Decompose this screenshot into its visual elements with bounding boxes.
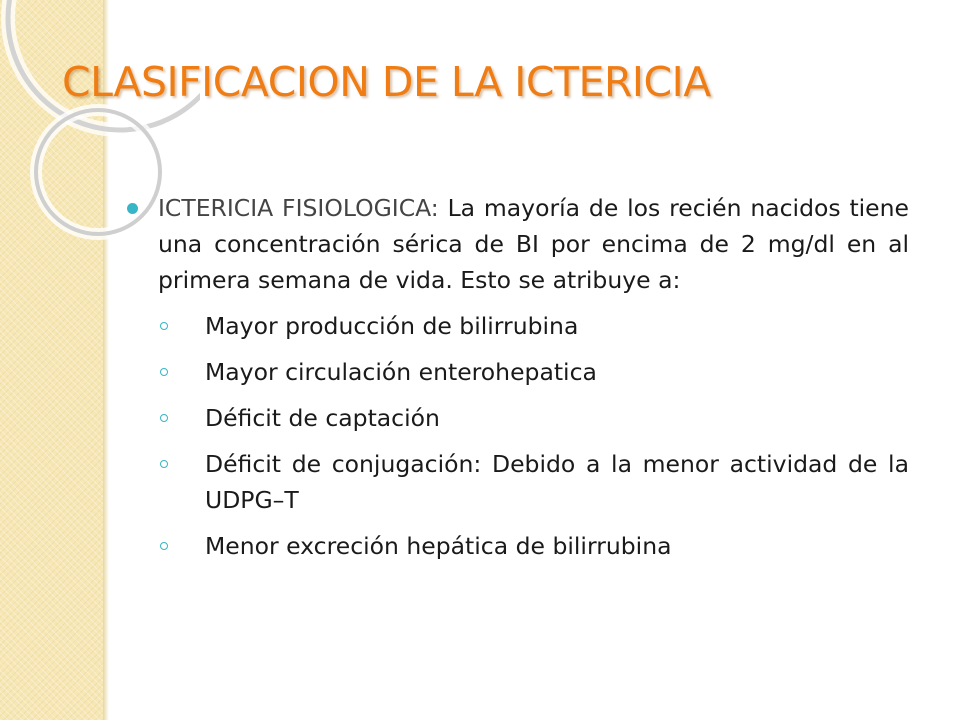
sub-bullet-text: Déficit de conjugación: Debido a la menor actividad de la UDPG–T: [205, 450, 909, 514]
slide-title: CLASIFICACION DE LA ICTERICIA: [62, 58, 711, 106]
sub-bullet-item: [160, 400, 909, 436]
ring-bullet-icon: [160, 542, 168, 550]
ring-bullet-icon: [160, 414, 168, 422]
filled-bullet-icon: [127, 203, 138, 214]
sub-bullet-text: Mayor circulación enterohepatica: [205, 358, 597, 386]
sub-bullet-item: [160, 446, 909, 518]
sub-bullet-item: [160, 354, 909, 390]
main-bullet-heading: ICTERICIA FISIOLOGICA:: [158, 194, 439, 222]
sub-bullet-text: Menor excreción hepática de bilirrubina: [205, 532, 672, 560]
side-band-edge: [103, 0, 109, 720]
ring-bullet-icon: [160, 368, 168, 376]
main-bullet-text: La mayoría de los recién nacidos tiene una concentración sérica de BI por encima de 2 mg/dl en al primera semana de vida. Esto se atribuye a:: [158, 194, 909, 294]
slide-body: [127, 190, 909, 574]
ring-bullet-icon: [160, 460, 168, 468]
sub-bullet-text: Mayor producción de bilirrubina: [205, 312, 579, 340]
sub-bullet-text: Déficit de captación: [205, 404, 440, 432]
sub-bullet-item: [160, 528, 909, 564]
decorative-side-band: [0, 0, 103, 720]
sub-bullet-list: [127, 308, 909, 564]
ring-bullet-icon: [160, 322, 168, 330]
sub-bullet-item: [160, 308, 909, 344]
main-bullet-item: [127, 190, 909, 298]
